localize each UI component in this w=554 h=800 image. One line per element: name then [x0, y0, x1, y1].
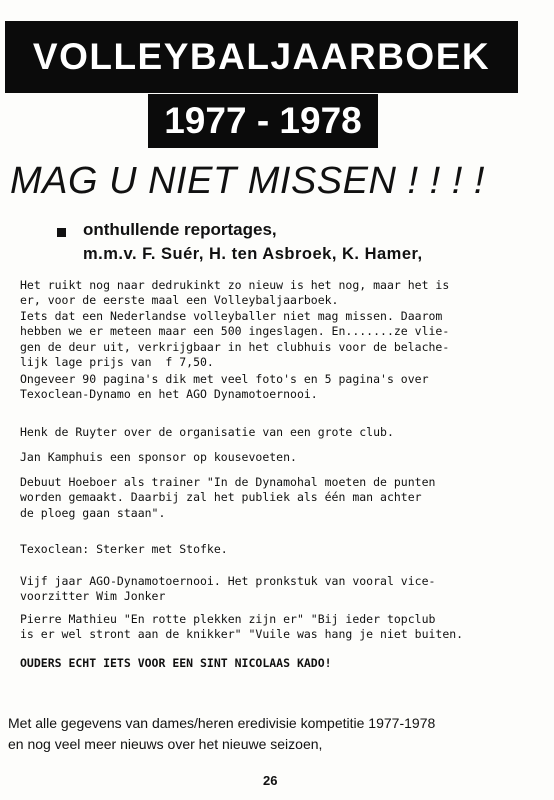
paragraph-sinterklaas: [20, 656, 332, 671]
text-line: lijk lage prijs van f 7,50.: [20, 355, 214, 370]
closing-line-1: Met alle gegevens van dames/heren eredivisie kompetitie 1977-1978: [8, 715, 436, 731]
paragraph-kamphuis: [20, 450, 297, 465]
text-line: Texoclean-Dynamo en het AGO Dynamotoernooi.: [20, 387, 318, 402]
yearbook-title: VOLLEYBALJAARBOEK: [32, 36, 491, 77]
text-line: Vijf jaar AGO-Dynamotoernooi. Het pronkstuk van vooral vice-: [20, 574, 436, 588]
text-line: de ploeg gaan staan".: [20, 505, 166, 520]
paragraph-ruyter: [20, 425, 394, 440]
subheading-reportages: onthullende reportages,: [83, 220, 277, 239]
paragraph-texoclean: [20, 542, 228, 557]
paragraph-mathieu: [20, 612, 463, 643]
text-line: Pierre Mathieu "En rotte plekken zijn er" "Bij ieder topclub: [20, 612, 436, 626]
text-line: Iets dat een Nederlandse volleyballer niet mag missen. Daarom: [20, 308, 443, 323]
text-line: Het ruikt nog naar dedrukinkt zo nieuw is het nog, maar het is: [20, 278, 450, 292]
title-banner: [5, 21, 518, 93]
closing-line-2: en nog veel meer nieuws over het nieuwe seizoen,: [8, 736, 323, 752]
text-line: Texoclean: Sterker met Stofke.: [20, 542, 228, 556]
headline: MAG U NIET MISSEN ! ! ! !: [10, 160, 485, 202]
text-line: gen de deur uit, verkrijgbaar in het clubhuis voor de belache-: [20, 339, 450, 354]
text-line: voorzitter Wim Jonker: [20, 589, 166, 604]
subheading-contributors: m.m.v. F. Suér, H. ten Asbroek, K. Hamer,: [83, 245, 423, 263]
text-line: er, voor de eerste maal een Volleybaljaarboek.: [20, 293, 339, 308]
season-label: 1977 - 1978: [164, 100, 362, 141]
text-line: Jan Kamphuis een sponsor op kousevoeten.: [20, 450, 297, 464]
bullet-icon: [57, 228, 66, 237]
text-line: hebben we er meteen maar een 500 ingeslagen. En.......ze vlie-: [20, 324, 450, 339]
paragraph-intro: [20, 278, 449, 370]
text-line: Ongeveer 90 pagina's dik met veel foto's en 5 pagina's over: [20, 372, 429, 386]
text-line: Debuut Hoeboer als trainer "In de Dynamohal moeten de punten: [20, 475, 436, 489]
text-line: is er wel stront aan de knikker" "Vuile was hang je niet buiten.: [20, 627, 464, 642]
paragraph-hoeboer: [20, 475, 435, 521]
text-line: OUDERS ECHT IETS VOOR EEN SINT NICOLAAS KADO!: [20, 656, 332, 670]
paragraph-ago-toernooi: [20, 574, 435, 605]
season-banner: [148, 94, 378, 148]
text-line: worden gemaakt. Daarbij zal het publiek als één man achter: [20, 490, 422, 505]
page-number: 26: [263, 773, 278, 788]
text-line: Henk de Ruyter over de organisatie van een grote club.: [20, 425, 394, 439]
paragraph-pages: [20, 372, 429, 403]
